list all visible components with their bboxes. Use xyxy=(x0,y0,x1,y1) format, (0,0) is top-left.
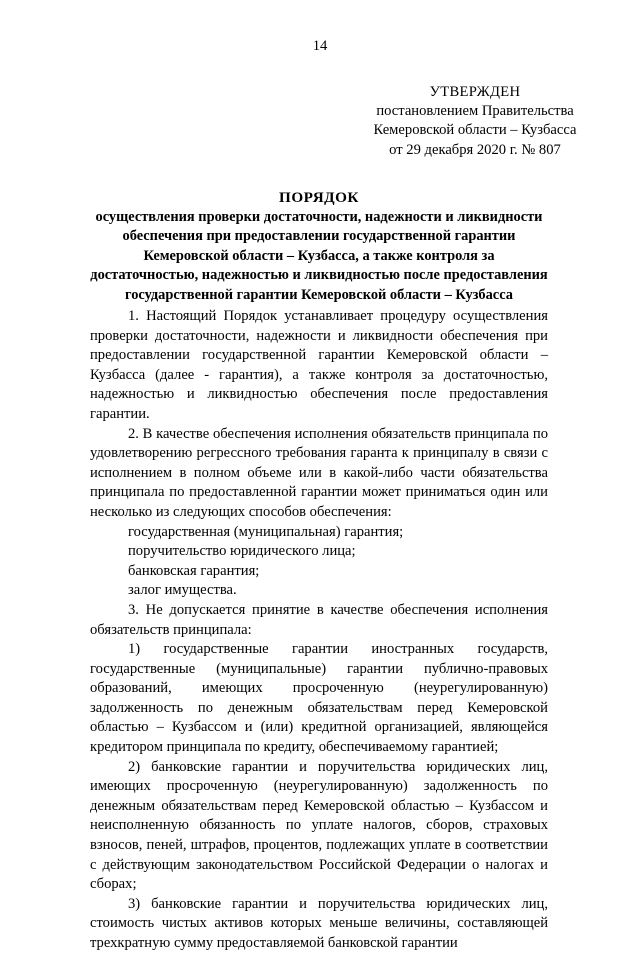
list-item: залог имущества. xyxy=(128,582,237,599)
paragraph-3: 3. Не допускается принятие в качестве обеспечения исполнения обязательств принципала: xyxy=(90,601,548,638)
list-item: государственная (муниципальная) гарантия; xyxy=(128,523,404,540)
paragraph-2: 2. В качестве обеспечения исполнения обязательств принципала по удовлетворению регрессного требования гаранта к принципалу в связи с исполнением в полном объеме или в какой-либо части обязательства принципала по предоставленной гарантии может приниматься один или несколько из следующих способов обеспечения: xyxy=(90,425,548,520)
approval-line-1: постановлением Правительства xyxy=(376,103,574,120)
approval-line-3: от 29 декабря 2020 г. № 807 xyxy=(389,141,561,158)
document-title xyxy=(90,188,548,305)
paragraph-3-item-1: 1) государственные гарантии иностранных государств, государственные (муниципальные) гарантии публично-правовых образований, имеющих просроченную (неурегулированную) задолженность по денежным обязательствам перед Кемеровской областью – Кузбассом и (или) кредитной организацией, являющейся кредитором принципала по кредиту, обеспечиваемому гарантией; xyxy=(90,641,548,756)
approval-stamp: УТВЕРЖДЕН xyxy=(429,84,521,100)
approval-block xyxy=(360,83,590,160)
title-main: ПОРЯДОК xyxy=(279,189,359,206)
page-number: 14 xyxy=(312,38,328,54)
list-item: банковская гарантия; xyxy=(128,562,260,579)
paragraph-1: 1. Настоящий Порядок устанавливает процедуру осуществления проверки достаточности, надежности и ликвидности обеспечения при предоставлении государственной гарантии Кемеровской области – Кузбасса (далее - гарантия), а также контроля за достаточностью, надежностью и ликвидностью обеспечения после предоставления гарантии. xyxy=(90,308,548,422)
paragraph-3-item-3: 3) банковские гарантии и поручительства юридических лиц, стоимость чистых активов которых меньше величины, составляющей трехкратную сумму предоставляемой банковской гарантии xyxy=(90,895,548,951)
approval-line-2: Кемеровской области – Кузбасса xyxy=(373,122,577,139)
paragraph-3-item-2: 2) банковские гарантии и поручительства юридических лиц, имеющих просроченную (неурегулированную) задолженность по денежным обязательствам перед Кемеровской областью – Кузбассом и неисполненную обязанность по уплате налогов, сборов, страховых взносов, пеней, штрафов, процентов, подлежащих уплате в соответствии с действующим законодательством Российской Федерации о налогах и сборах; xyxy=(90,758,548,893)
list-item: поручительство юридического лица; xyxy=(128,543,356,560)
document-body xyxy=(90,307,548,954)
title-subtitle: осуществления проверки достаточности, надежности и ликвидности обеспечения при предоставлении государственной гарантии Кемеровской области – Кузбасса, а также контроля за достаточностью, надежностью и ликвидностью после предоставления государственной гарантии Кемеровской области – Кузбасса xyxy=(90,208,548,303)
